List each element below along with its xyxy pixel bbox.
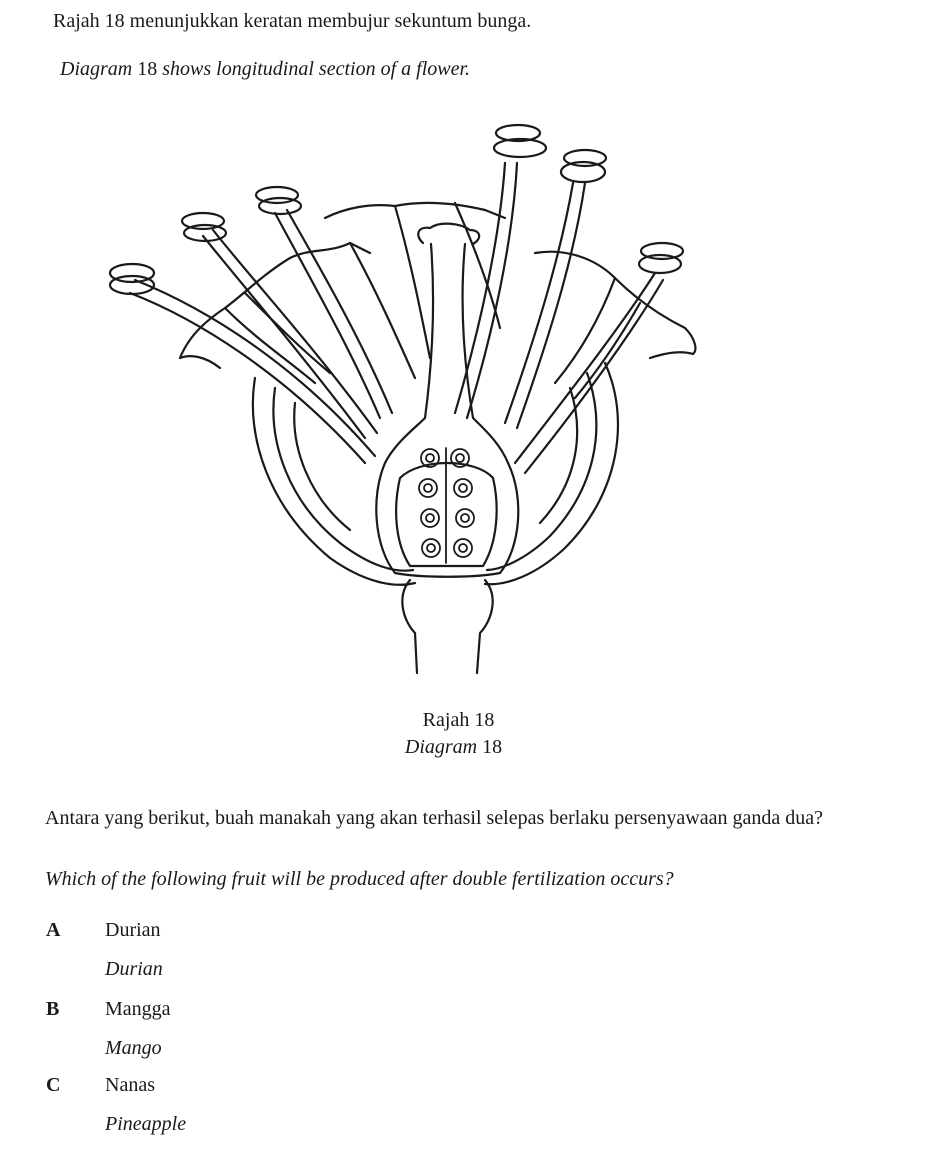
figure-caption-english-number: 18 [477, 736, 503, 758]
option-b-english: Mango [105, 1037, 162, 1059]
figure-caption-english-wrap [404, 736, 507, 758]
stamen-4 [455, 125, 546, 418]
figure-caption-malay [0, 708, 927, 732]
option-c-letter: C [46, 1074, 61, 1096]
figure-caption-malay-text: Rajah 18 [422, 709, 495, 731]
intro-english-rest: shows longitudinal section of a flower. [162, 58, 471, 80]
receptacle [402, 580, 417, 673]
question-malay: Antara yang berikut, buah manakah yang akan terhasil selepas berlaku persenyawaan ganda dua? [45, 807, 824, 829]
petal-back-center [325, 203, 505, 218]
intro-english-number: 18 [132, 58, 163, 80]
flower-longitudinal-section-diagram [95, 118, 715, 683]
intro-english [60, 57, 470, 81]
intro-english-prefix: Diagram [60, 58, 133, 80]
question-english: Which of the following fruit will be produced after double fertilization occurs? [45, 868, 674, 890]
style-left [385, 244, 433, 463]
sepal-outer-right [485, 363, 618, 584]
option-a-letter: A [46, 919, 61, 941]
option-a-english: Durian [105, 958, 163, 980]
figure-caption-english [0, 735, 927, 759]
petal-back-left [180, 243, 370, 358]
option-b-malay[interactable]: Mangga [105, 998, 171, 1020]
petal-front-left-edge [180, 356, 220, 368]
option-a-malay[interactable]: Durian [105, 919, 161, 941]
figure-caption-english-word: Diagram [404, 736, 478, 758]
option-c-english: Pineapple [105, 1113, 187, 1135]
option-c-malay[interactable]: Nanas [105, 1074, 155, 1096]
intro-malay: Rajah 18 menunjukkan keratan membujur sekuntum bunga. [53, 10, 532, 32]
option-b-letter: B [46, 998, 60, 1020]
